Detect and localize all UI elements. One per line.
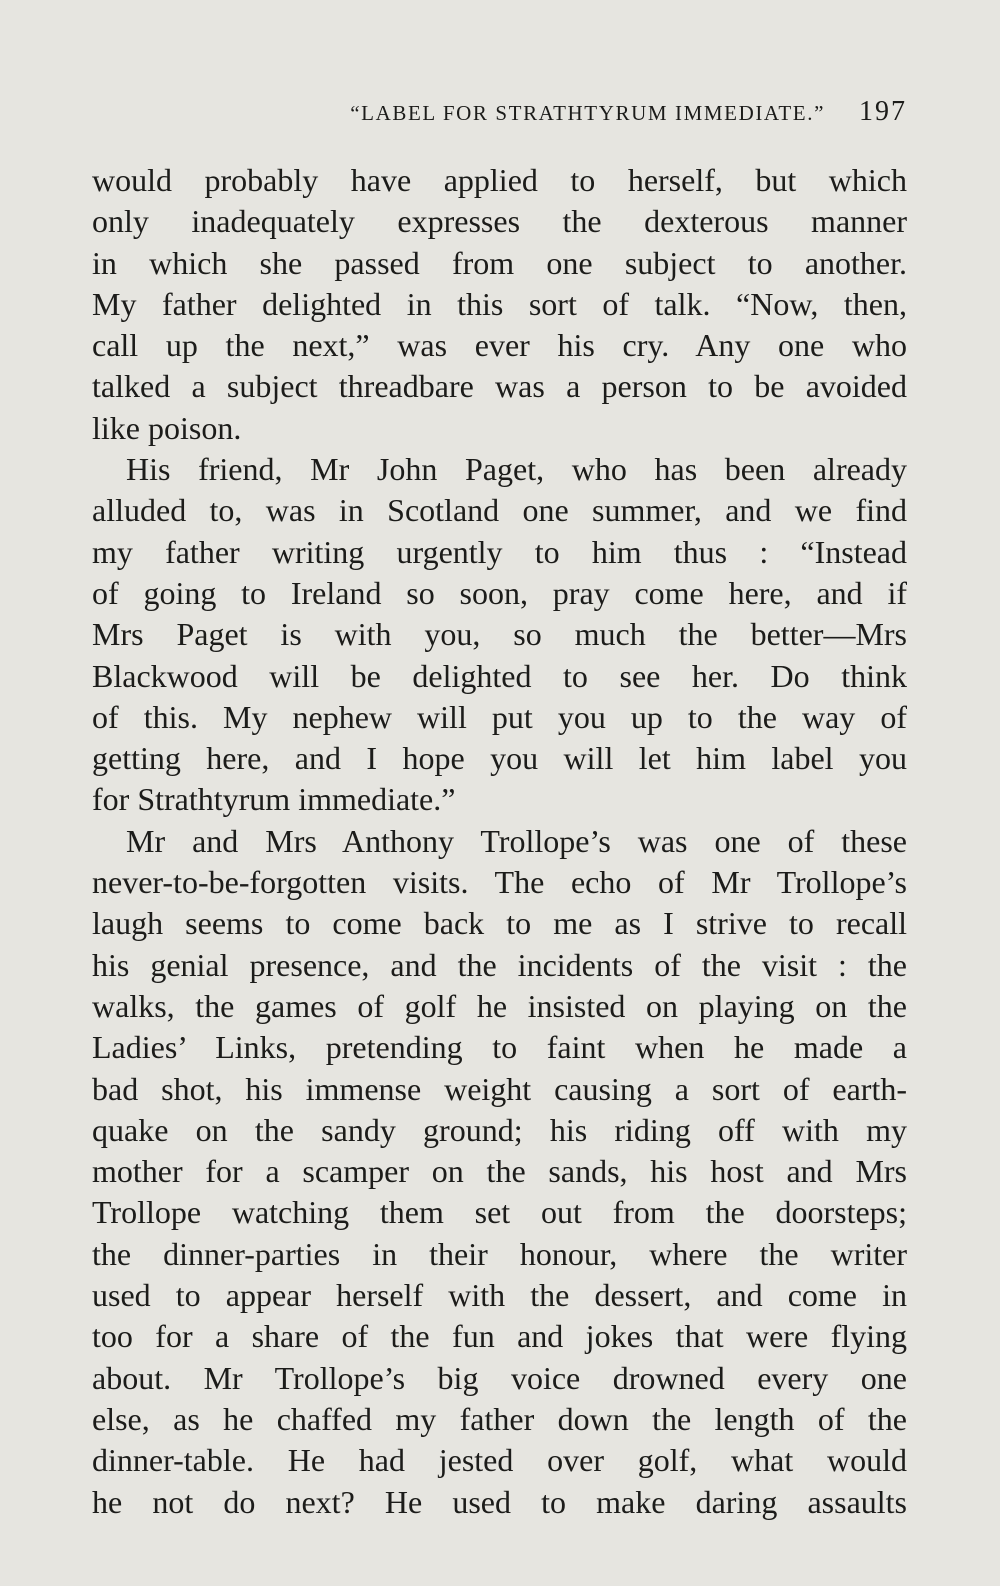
text-line: would probably have applied to herself, but which [92, 162, 907, 198]
text-line: His friend, Mr John Paget, who has been already [126, 451, 907, 488]
text-line: in which she passed from one subject to another. [92, 244, 907, 281]
text-line: he not do next? He used to make daring assaults [92, 1483, 907, 1520]
text-line: laugh seems to come back to me as I strive to recall [92, 905, 907, 942]
text-line: talked a subject threadbare was a person to be avoided [92, 368, 907, 405]
text-line: mother for a scamper on the sands, his host and Mrs [92, 1153, 907, 1190]
text-line: Mr and Mrs Anthony Trollope’s was one of these [126, 822, 907, 859]
text-line: else, as he chaffed my father down the length of the [92, 1400, 907, 1437]
body-text [92, 160, 907, 1523]
text-line: the dinner-parties in their honour, where the writer [92, 1235, 907, 1272]
text-line: Trollope watching them set out from the doorsteps; [92, 1194, 907, 1231]
text-line: like poison. [92, 409, 242, 446]
text-line: getting here, and I hope you will let him label you [92, 740, 907, 777]
text-line: call up the next,” was ever his cry. Any one who [92, 327, 907, 364]
text-line: Ladies’ Links, pretending to faint when he made a [92, 1029, 907, 1066]
text-line: walks, the games of golf he insisted on playing on the [92, 987, 907, 1024]
text-line: bad shot, his immense weight causing a sort of earth- [92, 1070, 907, 1107]
text-line: never-to-be-forgotten visits. The echo of Mr Trollope’s [92, 864, 907, 901]
text-line: about. Mr Trollope’s big voice drowned every one [92, 1359, 907, 1396]
text-line: used to appear herself with the dessert, and come in [92, 1277, 907, 1314]
text-line: my father writing urgently to him thus : “Instead [92, 533, 907, 570]
text-line: of going to Ireland so soon, pray come here, and if [92, 574, 907, 611]
text-line: too for a share of the fun and jokes that were flying [92, 1318, 907, 1355]
text-line: Blackwood will be delighted to see her. Do think [92, 657, 907, 694]
text-line: his genial presence, and the incidents of the visit : the [92, 946, 907, 983]
text-line: alluded to, was in Scotland one summer, and we find [92, 492, 907, 529]
text-line: dinner-table. He had jested over golf, what would [92, 1442, 907, 1479]
text-line: of this. My nephew will put you up to the way of [92, 698, 907, 735]
running-head [92, 96, 907, 136]
page-number: 197 [859, 96, 907, 127]
text-line: for Strathtyrum immediate.” [92, 781, 456, 818]
text-line: My father delighted in this sort of talk. “Now, then, [92, 285, 907, 322]
running-title: “LABEL FOR STRATHTYRUM IMMEDIATE.” [350, 101, 825, 125]
text-line: only inadequately expresses the dexterous manner [92, 203, 907, 240]
text-line: Mrs Paget is with you, so much the better—Mrs [92, 616, 907, 653]
text-line: quake on the sandy ground; his riding off with my [92, 1111, 907, 1148]
